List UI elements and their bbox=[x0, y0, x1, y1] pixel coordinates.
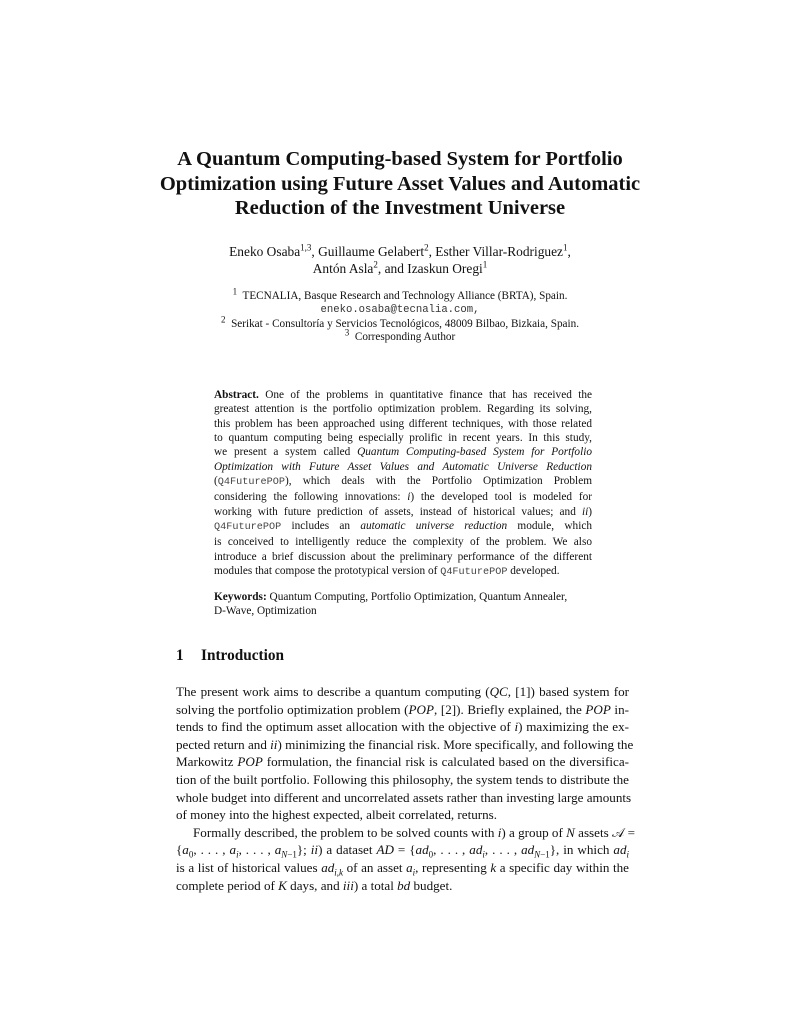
abstract-line: Q4FuturePOP includes an automatic universe reduction module, which bbox=[214, 520, 592, 534]
keywords-line: D-Wave, Optimization bbox=[214, 605, 317, 618]
affiliation-text: Corresponding Author bbox=[354, 331, 456, 344]
body-line: {$a_0$, . . . , $a_i$, . . . , $a_{N-1}$}; ii) a dataset AD = {$ad_0$, . . . , $ad_i$, . . . , $ad_{N-1}$}, in which $ad_i$ bbox=[176, 842, 629, 860]
affiliation-text: Serikat - Consultoría y Servicios Tecnológicos, 48009 Bilbao, Bizkaia, Spain. bbox=[231, 317, 580, 330]
body-line: Formally described, the problem to be solved counts with i) a group of N assets 𝒜 = bbox=[193, 824, 635, 840]
keywords-text: Quantum Computing, Portfolio Optimization, Quantum Annealer, bbox=[269, 591, 568, 603]
affiliation-1 bbox=[150, 286, 650, 304]
body-line: The present work aims to describe a quantum computing (QC, [1]) based system for bbox=[176, 684, 630, 699]
author-name: Izaskun Oregi bbox=[407, 260, 483, 276]
section-number: 1 bbox=[176, 647, 184, 664]
abstract-line: introduce a brief discussion about the preliminary performance of the different bbox=[214, 550, 592, 563]
abstract-line: working with future prediction of assets, instead of historical values; and ii) bbox=[214, 505, 592, 518]
affiliation-text: TECNALIA, Basque Research and Technology Alliance (BRTA), Spain. bbox=[242, 290, 568, 302]
affiliations bbox=[150, 286, 650, 345]
abstract-line: this problem has been approached using different techniques, with those related bbox=[214, 417, 592, 430]
body-line: of money into the highest expected, albeit correlated, returns. bbox=[176, 807, 498, 823]
abstract bbox=[214, 388, 592, 580]
affiliation-mark: 3 bbox=[344, 327, 350, 338]
abstract-line: to quantum computing being especially prolific in recent years. In this study, bbox=[214, 432, 592, 445]
author-email: eneko.osaba@tecnalia.com, bbox=[320, 303, 480, 316]
body-line: whole budget into different and uncorrelated assets rather than investing large amounts bbox=[176, 789, 632, 805]
body-line: tion of the built portfolio. Following this philosophy, the system tends to distribute the bbox=[176, 771, 629, 787]
affiliation-mark: 2 bbox=[220, 313, 226, 324]
title-line: Optimization using Future Asset Values and Automatic bbox=[159, 172, 641, 195]
title-line: Reduction of the Investment Universe bbox=[234, 197, 566, 219]
paper-title bbox=[150, 147, 650, 221]
body-line: complete period of K days, and iii) a total bd budget. bbox=[176, 877, 453, 893]
keywords-label: Keywords: bbox=[214, 591, 267, 603]
abstract-line: considering the following innovations: i) the developed tool is modeled for bbox=[214, 491, 592, 504]
author-list bbox=[150, 244, 650, 277]
author-affiliation-mark: 2 bbox=[424, 242, 429, 253]
section-title: Introduction bbox=[201, 647, 285, 664]
abstract-body bbox=[214, 388, 592, 580]
author-line: Eneko Osaba$^{1,3}$, Guillaume Gelabert$^2$, Esther Villar-Rodriguez$^1$, bbox=[229, 242, 571, 259]
keywords-line bbox=[214, 590, 592, 604]
affiliation-mark: 1 bbox=[232, 286, 238, 297]
abstract-line: is conceived to intelligently reduce the complexity of the problem. We also bbox=[214, 536, 592, 549]
author-name: Esther Villar-Rodriguez bbox=[435, 244, 563, 259]
body-line: pected return and ii) minimizing the financial risk. More specifically, and following the bbox=[176, 736, 634, 752]
abstract-line: greatest attention is the portfolio optimization problem. Regarding its solving, bbox=[214, 403, 592, 416]
body-line: tends to find the optimum asset allocation with the objective of i) maximizing the ex- bbox=[176, 719, 629, 735]
abstract-line: Abstract. One of the problems in quantitative finance that has received the bbox=[214, 389, 592, 401]
author-name: Antón Asla bbox=[312, 260, 374, 276]
body-line: Markowitz POP formulation, the financial risk is calculated based on the diversifica- bbox=[176, 754, 629, 770]
author-line: Antón Asla$^2$, and Izaskun Oregi$^1$ bbox=[312, 259, 488, 276]
title-line: A Quantum Computing-based System for Portfolio bbox=[177, 148, 623, 170]
section-heading bbox=[176, 646, 626, 666]
keywords bbox=[214, 590, 592, 619]
author-affiliation-mark: 1 bbox=[482, 259, 488, 270]
abstract-line: Optimization with Future Asset Values and Automatic Universe Reduction bbox=[214, 460, 592, 473]
affiliation-3 bbox=[150, 327, 650, 345]
paragraph bbox=[176, 824, 635, 894]
abstract-line: (Q4FuturePOP), which deals with the Portfolio Optimization Problem bbox=[214, 475, 592, 489]
author-name: Eneko Osaba bbox=[229, 244, 301, 259]
author-affiliation-mark: 1 bbox=[563, 242, 568, 253]
section-body bbox=[176, 683, 635, 894]
abstract-line: we present a system called Quantum Computing-based System for Portfolio bbox=[214, 446, 592, 459]
body-line: is a list of historical values $ad_{i,k}$ of an asset $a_i$, representing k a specific day within the bbox=[176, 859, 629, 878]
abstract-line: modules that compose the prototypical version of Q4FuturePOP developed. bbox=[214, 565, 560, 579]
paragraph bbox=[176, 683, 634, 824]
author-affiliation-mark: 2 bbox=[373, 259, 378, 270]
author-name: Guillaume Gelabert bbox=[318, 244, 425, 259]
affiliation-2 bbox=[150, 313, 650, 332]
body-line: solving the portfolio optimization problem (POP, [2]). Briefly explained, the POP in- bbox=[176, 701, 629, 717]
author-affiliation-mark: 1,3 bbox=[300, 242, 312, 253]
